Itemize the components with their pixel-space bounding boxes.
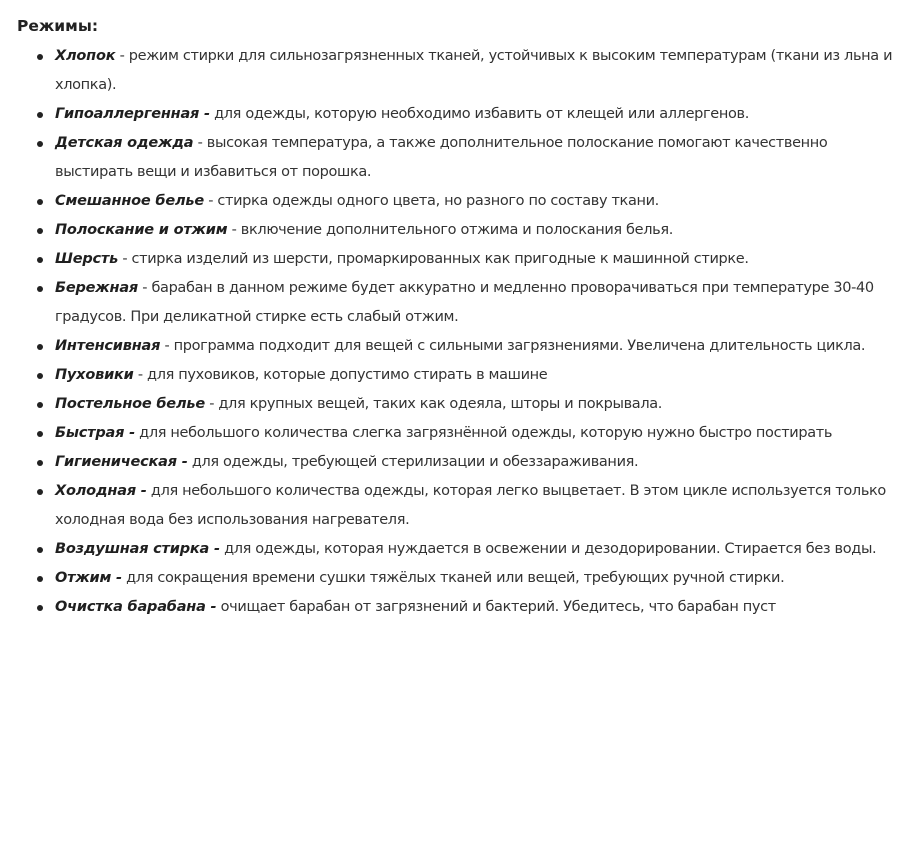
mode-term: Быстрая - bbox=[55, 425, 135, 441]
mode-description: для одежды, которая нуждается в освежении и дезодорировании. Стирается без воды. bbox=[224, 541, 877, 557]
list-item bbox=[36, 245, 905, 274]
mode-separator: - bbox=[204, 396, 219, 412]
mode-term: Полоскание и отжим bbox=[55, 222, 228, 238]
mode-separator: - bbox=[118, 251, 132, 267]
mode-term: Отжим - bbox=[55, 570, 122, 586]
mode-description: барабан в данном режиме будет аккуратно и медленно проворачиваться при температуре 30-40 градусов. При деликатной стирке есть слабый отжим. bbox=[55, 280, 874, 325]
mode-description: режим стирки для сильнозагрязненных тканей, устойчивых к высоким температурам (ткани из льна и хлопка). bbox=[55, 48, 893, 93]
section-heading: Режимы: bbox=[17, 17, 99, 35]
mode-separator: - bbox=[227, 222, 241, 238]
mode-separator: - bbox=[203, 193, 218, 209]
mode-term: Шерсть bbox=[55, 251, 119, 267]
mode-term: Холодная - bbox=[55, 483, 147, 499]
list-item bbox=[36, 216, 905, 245]
list-item bbox=[36, 448, 905, 477]
mode-description: программа подходит для вещей с сильными загрязнениями. Увеличена длительность цикла. bbox=[173, 338, 866, 354]
list-item bbox=[36, 390, 905, 419]
mode-term: Гигиеническая - bbox=[55, 454, 188, 470]
list-item bbox=[36, 564, 905, 593]
mode-term: Хлопок bbox=[55, 48, 116, 64]
mode-description: для одежды, требующей стерилизации и обеззараживания. bbox=[191, 454, 639, 470]
mode-description: для крупных вещей, таких как одеяла, шторы и покрывала. bbox=[218, 396, 663, 412]
mode-separator: - bbox=[138, 280, 152, 296]
list-item bbox=[36, 419, 905, 448]
mode-description: включение дополнительного отжима и полоскания белья. bbox=[240, 222, 673, 238]
list-item bbox=[36, 535, 905, 564]
list-item bbox=[36, 593, 905, 622]
mode-description: для сокращения времени сушки тяжёлых тканей или вещей, требующих ручной стирки. bbox=[126, 570, 785, 586]
mode-term: Бережная bbox=[55, 280, 139, 296]
mode-term: Гипоаллергенная - bbox=[55, 106, 210, 122]
list-item bbox=[36, 274, 905, 332]
mode-term: Смешанное белье bbox=[55, 193, 204, 209]
mode-description: для небольшого количества слегка загрязнённой одежды, которую нужно быстро постирать bbox=[139, 425, 833, 441]
mode-description: высокая температура, а также дополнительное полоскание помогают качественно выстирать вещи и избавиться от порошка. bbox=[55, 135, 828, 180]
mode-term: Интенсивная bbox=[55, 338, 161, 354]
mode-separator: - bbox=[160, 338, 174, 354]
mode-description: очищает барабан от загрязнений и бактерий. Убедитесь, что барабан пуст bbox=[220, 599, 776, 615]
mode-term: Воздушная стирка - bbox=[55, 541, 220, 557]
mode-separator: - bbox=[193, 135, 207, 151]
mode-term: Детская одежда bbox=[55, 135, 194, 151]
mode-term: Пуховики bbox=[55, 367, 134, 383]
list-item bbox=[36, 332, 905, 361]
list-item bbox=[36, 477, 905, 535]
mode-term: Очистка барабана - bbox=[55, 599, 217, 615]
list-item bbox=[36, 42, 905, 100]
list-item bbox=[36, 100, 905, 129]
mode-term: Постельное белье bbox=[55, 396, 205, 412]
mode-separator: - bbox=[133, 367, 148, 383]
mode-description: для небольшого количества одежды, которая легко выцветает. В этом цикле используется только холодная вода без использования нагревателя. bbox=[55, 483, 886, 528]
mode-description: стирка одежды одного цвета, но разного по составу ткани. bbox=[217, 193, 659, 209]
list-item bbox=[36, 187, 905, 216]
list-item bbox=[36, 129, 905, 187]
mode-description: стирка изделий из шерсти, промаркированных как пригодные к машинной стирке. bbox=[131, 251, 749, 267]
modes-list bbox=[17, 42, 905, 622]
mode-separator: - bbox=[115, 48, 129, 64]
mode-description: для пуховиков, которые допустимо стирать в машине bbox=[147, 367, 548, 383]
list-item bbox=[36, 361, 905, 390]
mode-description: для одежды, которую необходимо избавить от клещей или аллергенов. bbox=[214, 106, 749, 122]
